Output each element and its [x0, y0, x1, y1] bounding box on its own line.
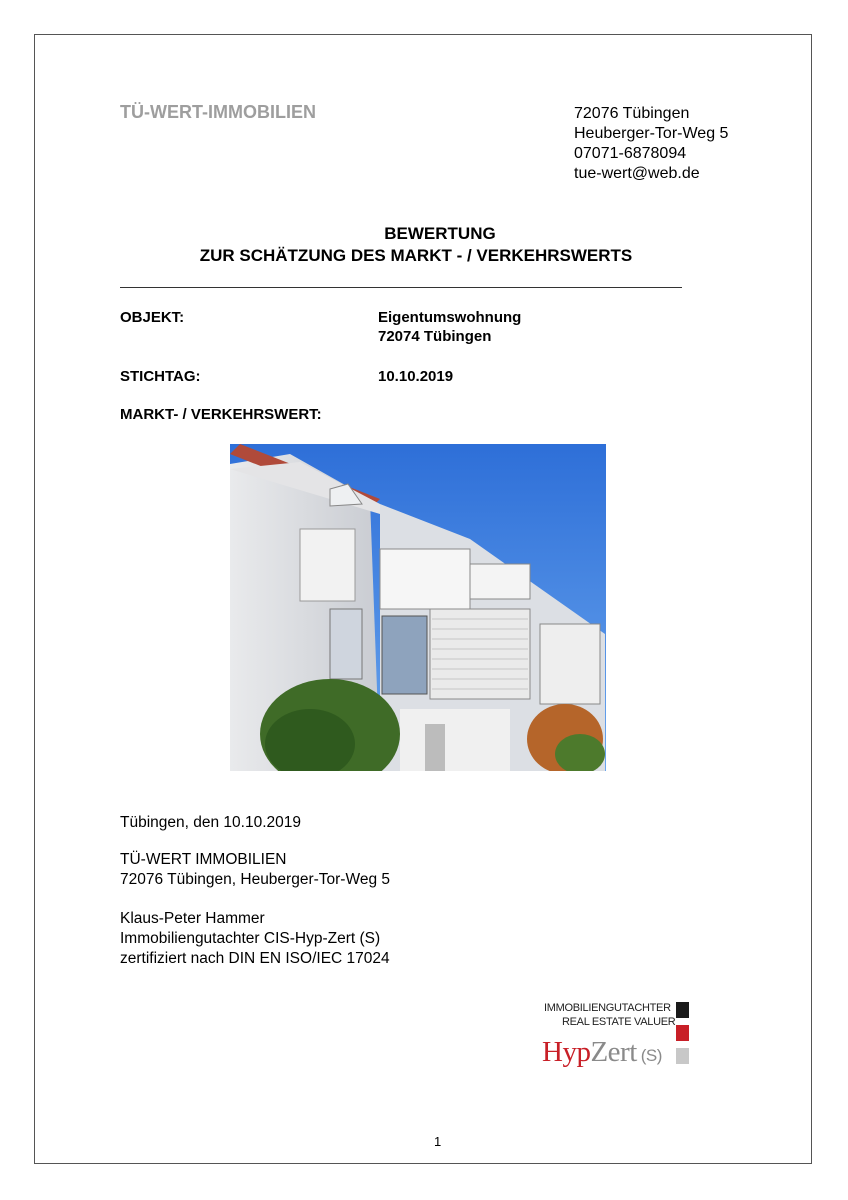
address-line: 72076 Tübingen	[574, 105, 690, 122]
objekt-label: OBJEKT:	[120, 309, 185, 326]
hypzert-logo	[540, 998, 700, 1070]
place-date: Tübingen, den 10.10.2019	[120, 814, 301, 831]
title-underline	[120, 287, 682, 288]
document-title: BEWERTUNG	[384, 224, 496, 243]
page-number: 1	[434, 1134, 442, 1149]
signature-company-name: TÜ-WERT IMMOBILIEN	[120, 851, 287, 868]
verkehrswert-label: MARKT- / VERKEHRSWERT:	[120, 406, 322, 423]
phone-number: 07071-6878094	[574, 145, 687, 162]
logo-line-2: REAL ESTATE VALUER	[562, 1016, 676, 1028]
property-photo	[230, 444, 606, 771]
company-name-header: TÜ-WERT-IMMOBILIEN	[120, 102, 316, 122]
document-subtitle: ZUR SCHÄTZUNG DES MARKT - / VERKEHRSWERTS	[199, 246, 633, 265]
signature-company-address: 72076 Tübingen, Heuberger-Tor-Weg 5	[120, 871, 390, 888]
logo-black-square	[676, 1002, 689, 1018]
stichtag-value: 10.10.2019	[378, 368, 454, 385]
logo-red-square	[676, 1025, 689, 1041]
logo-gray-square	[676, 1048, 689, 1064]
email-address: tue-wert@web.de	[574, 165, 700, 182]
appraiser-title: Immobiliengutachter CIS-Hyp-Zert (S)	[120, 930, 381, 947]
objekt-location: 72074 Tübingen	[378, 328, 492, 345]
appraiser-name: Klaus-Peter Hammer	[120, 910, 265, 927]
stichtag-label: STICHTAG:	[120, 368, 201, 385]
objekt-type: Eigentumswohnung	[378, 309, 522, 326]
certification-note: zertifiziert nach DIN EN ISO/IEC 17024	[120, 950, 390, 967]
logo-line-1: IMMOBILIENGUTACHTER	[544, 1002, 671, 1014]
address-line: Heuberger-Tor-Weg 5	[574, 125, 729, 142]
logo-brand: HypZert (S)	[542, 1036, 662, 1068]
